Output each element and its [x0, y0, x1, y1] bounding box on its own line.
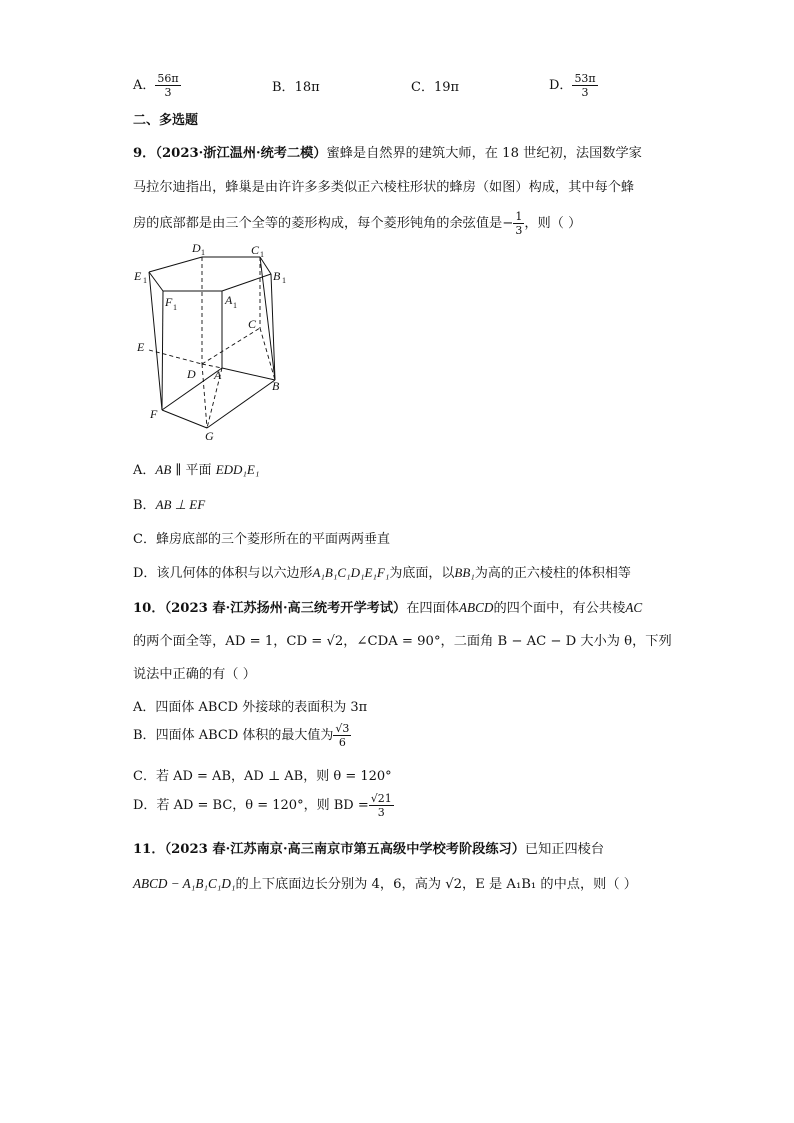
q10-choice-b[interactable]: B．四面体 ABCD 体积的最大值为 $\frac{√3}{6}$: [133, 722, 350, 749]
svg-text:1: 1: [173, 303, 177, 312]
svg-text:1: 1: [143, 276, 147, 285]
q9-choice-c[interactable]: C．蜂房底部的三个菱形所在的平面两两垂直: [133, 532, 390, 547]
label-c: C: [248, 317, 257, 331]
option-b[interactable]: B．18π: [272, 80, 320, 95]
label-d1: D: [192, 241, 201, 255]
q11-line2: ABCD − A₁B₁C₁D₁的上下底面边长分别为 4，6，高为 √2，E 是 A₁B₁ 的中点，则（ ）: [133, 876, 637, 892]
label-f1: F: [165, 295, 173, 309]
label-a1: A: [225, 293, 233, 307]
q10-line2: 的两个面全等，AD = 1，CD = √2，∠CDA = 90°，二面角 B − AC − D 大小为 θ，下列: [133, 634, 672, 649]
label-e: E: [137, 340, 145, 354]
svg-text:1: 1: [282, 276, 286, 285]
q11-line1: 11．（2023 春·江苏南京·高三南京市第五高级中学校考阶段练习）已知正四棱台: [133, 842, 605, 857]
section-title: 二、多选题: [133, 113, 199, 128]
q10-line3: 说法中正确的有（ ）: [133, 667, 256, 682]
fraction: $\frac{53\pi}{3}$: [574, 72, 596, 99]
q9-choice-b[interactable]: B．AB ⊥ EF: [133, 497, 206, 513]
label-f: F: [150, 407, 158, 421]
q9-choice-a[interactable]: A．AB ∥ 平面 EDD₁E₁: [133, 462, 260, 478]
q10-choice-c[interactable]: C．若 AD = AB，AD ⊥ AB，则 θ = 120°: [133, 769, 392, 784]
q9-line3: 房的底部都是由三个全等的菱形构成，每个菱形钝角的余弦值是− $\frac{1}{3}$ ，则（ ）: [133, 210, 582, 237]
svg-text:1: 1: [260, 250, 264, 259]
label-b1: B: [273, 269, 281, 283]
option-d[interactable]: D． $\frac{53\pi}{3}$: [549, 72, 596, 99]
q10-choice-d[interactable]: D．若 AD = BC，θ = 120°，则 BD = $\frac{√21}{3}$: [133, 792, 392, 819]
q10-choice-a[interactable]: A．四面体 ABCD 外接球的表面积为 3π: [133, 700, 368, 715]
svg-text:1: 1: [233, 301, 237, 310]
q10-line1: 10．（2023 春·江苏扬州·高三统考开学考试）在四面体ABCD的四个面中，有公共棱AC: [133, 600, 643, 616]
q9-line2: 马拉尔迪指出，蜂巢是由许许多多类似正六棱柱形状的蜂房（如图）构成，其中每个蜂: [133, 180, 635, 195]
previous-question-options: [0, 64, 794, 104]
fraction: $\frac{56\pi}{3}$: [157, 72, 179, 99]
label-c1: C: [251, 243, 260, 257]
label-b: B: [272, 379, 280, 393]
honeycomb-figure: [130, 238, 300, 443]
option-c[interactable]: C．19π: [411, 80, 460, 95]
svg-text:1: 1: [201, 248, 205, 257]
option-a[interactable]: A． $\frac{56\pi}{3}$: [133, 72, 179, 99]
q9-choice-d[interactable]: D．该几何体的体积与以六边形A₁B₁C₁D₁E₁F₁为底面，以BB₁为高的正六棱柱的体积相等: [133, 565, 631, 581]
label-d: D: [187, 367, 196, 381]
label-a: A: [214, 368, 222, 382]
label-e1: E: [134, 269, 142, 283]
q9-line1: 9．（2023·浙江温州·统考二模）蜜蜂是自然界的建筑大师，在 18 世纪初，法国数学家: [133, 146, 642, 161]
label-g: G: [205, 429, 214, 443]
